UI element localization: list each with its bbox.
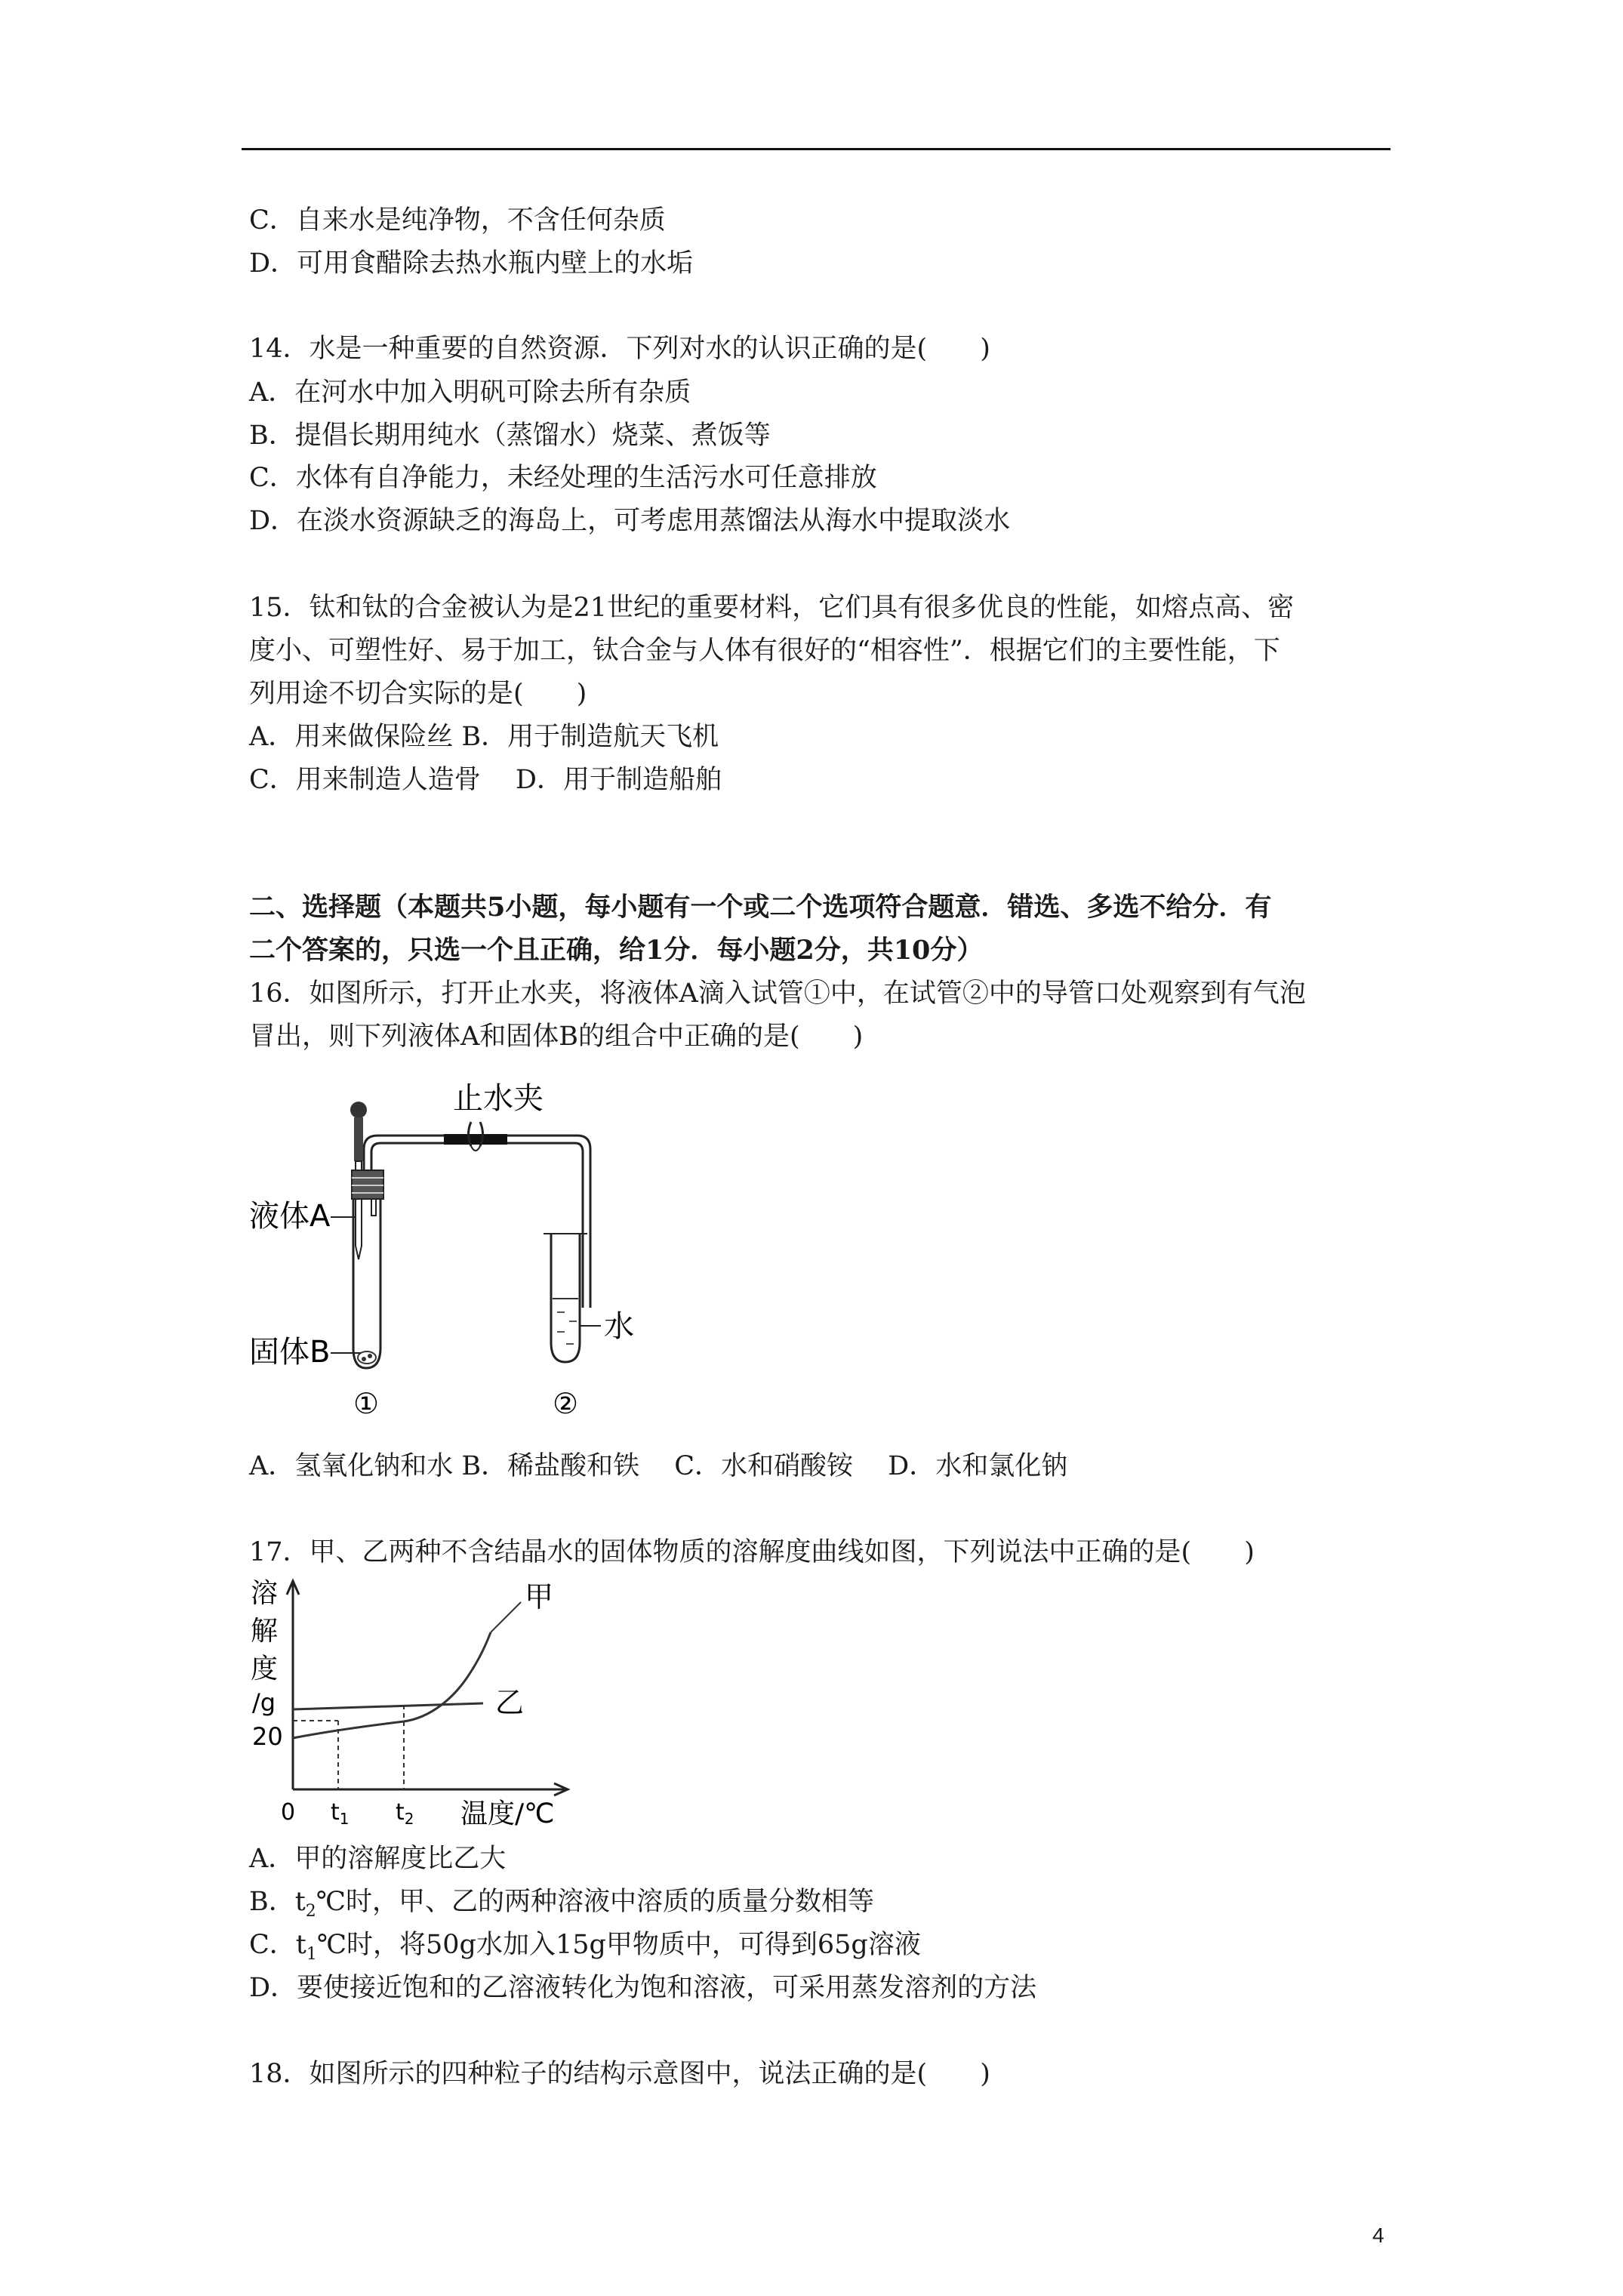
- q17-stem: 17．甲、乙两种不含结晶水的固体物质的溶解度曲线如图，下列说法中正确的是( ): [249, 1537, 1255, 1567]
- clamp-label: 止水夹: [453, 1081, 544, 1116]
- x-axis-label: 温度/℃: [460, 1798, 555, 1827]
- dropper-bulb: [350, 1102, 367, 1118]
- q17-solubility-chart: [242, 1570, 589, 1827]
- y-axis-label-3: 度: [251, 1653, 279, 1684]
- q16-apparatus-figure: [242, 1072, 694, 1435]
- q15-options-cd: C．用来制造人造骨 D．用于制造船舶: [249, 765, 722, 795]
- q13-option-c: C．自来水是纯净物，不含任何杂质: [249, 205, 666, 236]
- q16-stem-1: 16．如图所示，打开止水夹，将液体A滴入试管①中，在试管②中的导管口处观察到有气泡: [249, 978, 1306, 1009]
- connecting-tube: [364, 1136, 590, 1308]
- q16-options: A．氢氧化钠和水 B．稀盐酸和铁 C．水和硝酸铵 D．水和氯化钠: [249, 1451, 1068, 1481]
- q14-option-c: C．水体有自净能力，未经处理的生活污水可任意排放: [249, 463, 877, 493]
- q17-option-b: B．$t_2℃$时，甲、乙的两种溶液中溶质的质量分数相等: [249, 1887, 874, 1921]
- page-number: 4: [1372, 2224, 1384, 2247]
- curve-yi: [293, 1703, 483, 1709]
- tube-1-label: ①: [353, 1387, 380, 1420]
- q15-options-ab: A．用来做保险丝 B．用于制造航天飞机: [249, 722, 719, 752]
- tube-2-label: ②: [553, 1387, 579, 1420]
- q16-stem-2: 冒出，则下列液体A和固体B的组合中正确的是( ): [249, 1022, 864, 1052]
- y-axis-label-1: 溶: [251, 1578, 279, 1609]
- section-2-heading-2: 二个答案的，只选一个且正确，给1分．每小题2分，共10分）: [249, 935, 984, 966]
- q14-option-b: B．提倡长期用纯水（蒸馏水）烧菜、煮饭等: [249, 421, 771, 451]
- water-label: 水: [604, 1309, 634, 1344]
- q14-option-d: D．在淡水资源缺乏的海岛上，可考虑用蒸馏法从海水中提取淡水: [249, 506, 1011, 536]
- y-tick-20: 20: [252, 1722, 283, 1751]
- curve-jia: [293, 1632, 491, 1738]
- section-2-heading-1: 二、选择题（本题共5小题，每小题有一个或二个选项符合题意．错选、多选不给分．有: [249, 892, 1272, 923]
- q14-stem: 14．水是一种重要的自然资源．下列对水的认识正确的是( ): [249, 334, 990, 364]
- q14-option-a: A．在河水中加入明矾可除去所有杂质: [249, 378, 691, 408]
- q17-option-d: D．要使接近饱和的乙溶液转化为饱和溶液，可采用蒸发溶剂的方法: [249, 1973, 1037, 2003]
- x-tick-t1: $t_1$: [331, 1799, 350, 1827]
- q17-option-c: C．$t_1℃$时，将50g水加入15g甲物质中，可得到65g溶液: [249, 1930, 921, 1964]
- series-jia-label: 甲: [525, 1580, 554, 1613]
- series-yi-label: 乙: [495, 1686, 525, 1719]
- q13-option-d: D．可用食醋除去热水瓶内壁上的水垢: [249, 248, 694, 279]
- origin-label: 0: [281, 1799, 296, 1826]
- liquid-a-label: 液体A: [249, 1199, 331, 1234]
- q15-stem-1: 15．钛和钛的合金被认为是21世纪的重要材料，它们具有很多优良的性能，如熔点高、密: [249, 593, 1295, 623]
- q17-option-a: A．甲的溶解度比乙大: [249, 1844, 507, 1874]
- q18-stem: 18．如图所示的四种粒子的结构示意图中，说法正确的是( ): [249, 2059, 990, 2089]
- test-tube-1: [353, 1199, 380, 1368]
- header-rule: [242, 148, 1390, 150]
- y-axis-unit: /g: [252, 1688, 276, 1717]
- x-tick-t2: $t_2$: [396, 1799, 414, 1827]
- y-axis-label-2: 解: [251, 1616, 279, 1647]
- clamp-bar: [444, 1134, 507, 1145]
- q15-stem-3: 列用途不切合实际的是( ): [249, 679, 587, 709]
- q15-stem-2: 度小、可塑性好、易于加工，钛合金与人体有很好的“相容性”．根据它们的主要性能，下: [249, 636, 1280, 666]
- solid-b-label: 固体B: [249, 1335, 331, 1370]
